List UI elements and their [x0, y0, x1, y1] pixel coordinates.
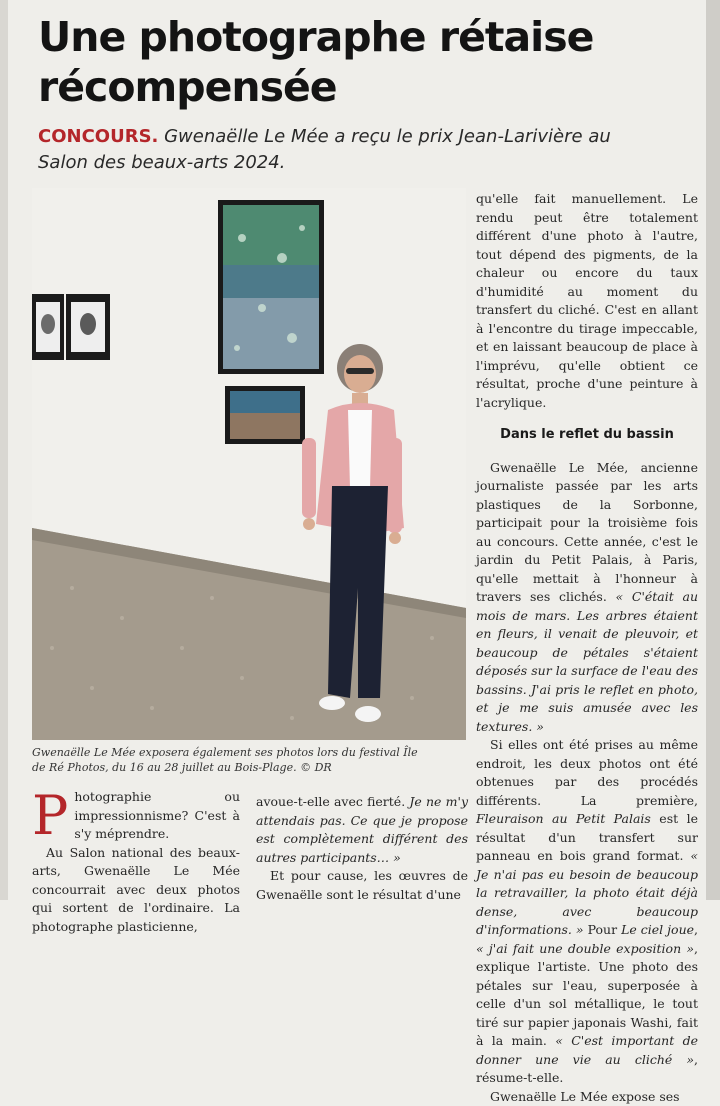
right-column — [476, 190, 698, 1106]
page-gutter-right — [706, 0, 720, 900]
artwork-title: Le ciel joue — [621, 922, 694, 937]
article-deck — [38, 124, 658, 176]
quote: Je ne m'y attendais pas. Ce que je propose est complètement différent des autres participants… » — [256, 794, 468, 865]
bottom-left-paragraph-1 — [32, 788, 240, 844]
paragraph-text: hotographie ou impressionnisme? C'est à s'y méprendre. — [74, 789, 240, 841]
article-headline: Une photographe rétaise récompensée — [38, 12, 678, 112]
article-photo — [32, 188, 466, 740]
paragraph-text: , explique l'artiste. Une photo des pétales sur l'eau, superposée à celle d'un sol métallique, le tout tiré sur papier japonais Washi, fait à la main. — [476, 941, 698, 1049]
bottom-left-paragraph-2: Au Salon national des beaux-arts, Gwenaëlle Le Mée concourrait avec deux photos qui sortent de l'ordinaire. La photographe plasticienne, — [32, 844, 240, 937]
drop-cap: P — [32, 794, 68, 838]
artwork-title: Fleuraison au Petit Palais — [476, 811, 651, 826]
paragraph-text: avoue-t-elle avec fierté. — [256, 794, 409, 809]
bottom-middle-paragraph-2: Et pour cause, les œuvres de Gwenaëlle sont le résultat d'une — [256, 867, 468, 904]
quote: « Je n'ai pas eu besoin de beaucoup la retravailler, la photo était déjà dense, avec beaucoup d'informations. » — [476, 848, 698, 937]
kicker: CONCOURS. — [38, 126, 158, 147]
paragraph-text: est le résultat d'un transfert sur panneau en bois grand format. — [476, 811, 698, 863]
bottom-middle-paragraph-1 — [256, 793, 468, 867]
paragraph-text: Pour — [584, 922, 621, 937]
bottom-left-column — [32, 788, 240, 936]
paragraph-text: Gwenaëlle Le Mée, ancienne journaliste passée par les arts plastiques de la Sorbonne, participait pour la troisième fois au concours. Cette année, c'est le jardin du Petit Palais, à Paris, qu'elle mettait à l'honneur à travers ses clichés. — [476, 460, 698, 605]
page-gutter-left — [0, 0, 8, 900]
section-subhead: Dans le reflet du bassin — [476, 426, 698, 445]
photo-illustration — [32, 188, 466, 740]
bottom-middle-column — [256, 793, 468, 904]
right-paragraph-2 — [476, 459, 698, 737]
right-paragraph-4: Gwenaëlle Le Mée expose ses — [476, 1088, 698, 1106]
quote: « C'était au mois de mars. Les arbres étaient en fleurs, il venait de pleuvoir, et beaucoup de pétales s'étaient déposés sur la surface de l'eau des bassins. J'ai pris le reflet en photo, et je me suis amusée avec les textures. » — [476, 589, 698, 734]
dek: Gwenaëlle Le Mée a reçu le prix Jean-Larivière au Salon des beaux-arts 2024. — [38, 126, 611, 173]
quote: « j'ai fait une double exposition » — [476, 941, 694, 956]
right-paragraph-1: qu'elle fait manuellement. Le rendu peut être totalement différent d'une photo à l'autre, tout dépend des pigments, de la chaleur ou encore du taux d'humidité au moment du transfert du cliché. C'est en allant à l'encontre du tirage impeccable, et en laissant beaucoup de place à l'imprévu, qu'elle obtient ce résultat, proche d'une peinture à l'acrylique. — [476, 190, 698, 412]
paragraph-text: , — [694, 922, 698, 937]
right-paragraph-3 — [476, 736, 698, 1088]
photo-caption: Gwenaëlle Le Mée exposera également ses photos lors du festival Île de Ré Photos, du 16 au 28 juillet au Bois-Plage. © DR — [32, 745, 432, 775]
quote: « C'est important de donner une vie au cliché » — [476, 1033, 698, 1067]
paragraph-text: , résume-t-elle. — [476, 1052, 698, 1086]
paragraph-text: Si elles ont été prises au même endroit, les deux photos ont été obtenues par des procédés différents. La première, — [476, 737, 698, 808]
